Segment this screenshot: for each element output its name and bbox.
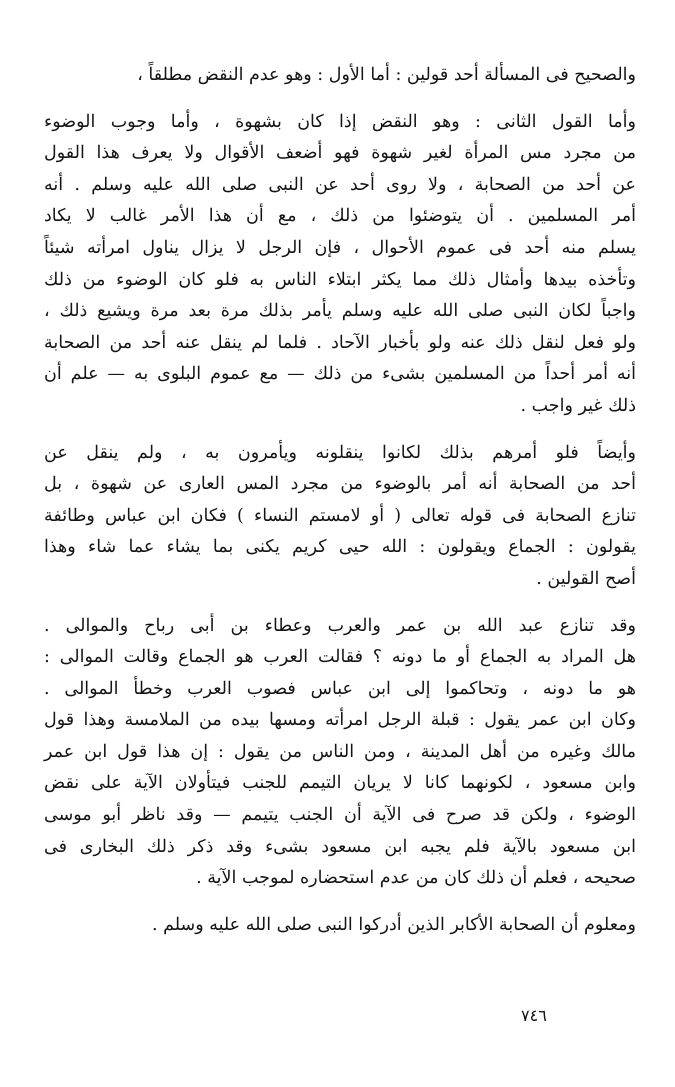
text-line: وأيضاً فلو أمرهم بذلك لكانوا ينقلونه ويأمرون به ، ولم ينقل عن bbox=[44, 442, 636, 463]
text-line: وكان ابن عمر يقول : قبلة الرجل امرأته ومسها بيده من الملامسة وهذا قول bbox=[44, 710, 636, 731]
text-line: والصحيح فى المسألة أحد قولين : أما الأول : وهو عدم النقض مطلقاً ، bbox=[137, 65, 636, 85]
paragraph-5 bbox=[44, 910, 636, 942]
paragraph-3 bbox=[44, 438, 636, 596]
text-line: ولو فعل لنقل ذلك عنه ولو بأخبار الآحاد . فلما لم ينقل عنه أحد من الصحابة bbox=[44, 332, 636, 353]
text-line: هو ما دونه ، وتحاكموا إلى ابن عباس فصوب العرب وخطأ الموالى . bbox=[44, 678, 636, 699]
text-line: وتأخذه بيدها وأمثال ذلك مما يكثر ابتلاء الناس به فلو كان الوضوء من ذلك bbox=[44, 269, 636, 290]
text-line: ابن مسعود بالآية فلم يجبه ابن مسعود بشىء وقد ذكر ذلك البخارى فى bbox=[44, 836, 636, 857]
text-line: يقولون : الجماع ويقولون : الله حيى كريم يكنى بما يشاء عما شاء وهذا bbox=[44, 537, 636, 558]
text-line: ومعلوم أن الصحابة الأكابر الذين أدركوا النبى صلى الله عليه وسلم . bbox=[151, 914, 636, 935]
paragraph-4 bbox=[44, 611, 636, 895]
paragraph-gap bbox=[44, 596, 636, 611]
text-line: الوضوء ، ولكن قد صرح فى الآية أن الجنب يتيمم — وقد ناظر أبو موسى bbox=[44, 805, 636, 826]
paragraph-gap bbox=[44, 92, 636, 107]
text-line: وقد تنازع عبد الله بن عمر والعرب وعطاء بن أبى رباح والموالى . bbox=[44, 615, 636, 636]
paragraph-1 bbox=[44, 60, 636, 92]
page-number: ٧٤٦ bbox=[521, 1006, 547, 1025]
paragraph-2 bbox=[44, 107, 636, 423]
text-line: يسلم منه أحد فى عموم الأحوال ، فإن الرجل لا يزال يناول امرأته شيئاً bbox=[44, 237, 636, 258]
text-line: وأما القول الثانى : وهو النقض إذا كان بشهوة ، وأما وجوب الوضوء bbox=[44, 111, 636, 132]
text-line: أحد من الصحابة أنه أمر بالوضوء من مجرد المس العارى عن شهوة ، بل bbox=[44, 474, 636, 495]
text-line: أنه أمر أحداً من المسلمين بشىء من ذلك — مع عموم البلوى به — علم أن bbox=[44, 364, 636, 385]
text-line: واجباً لكان النبى صلى الله عليه وسلم يأمر بذلك مرة بعد مرة ويشيع ذلك ، bbox=[44, 301, 636, 322]
text-line: مالك وغيره من أهل المدينة ، ومن الناس من يقول : إن هذا قول ابن عمر bbox=[44, 741, 636, 762]
text-line: عن أحد من الصحابة ، ولا روى أحد عن النبى صلى الله عليه وسلم . أنه bbox=[44, 174, 636, 195]
text-line: هل المراد به الجماع أو ما دونه ؟ فقالت العرب هو الجماع وقالت الموالى : bbox=[44, 647, 636, 668]
text-line: أمر المسلمين . أن يتوضئوا من ذلك ، مع أن هذا الأمر غالب لا يكاد bbox=[44, 206, 636, 227]
text-line: تنازع الصحابة فى قوله تعالى ( أو لامستم النساء ) فكان ابن عباس وطائفة bbox=[44, 505, 636, 526]
page-body bbox=[44, 60, 636, 1060]
text-line: صحيحه ، فعلم أن ذلك كان من عدم استحضاره لموجب الآية . bbox=[196, 868, 636, 889]
text-line: أصح القولين . bbox=[536, 568, 636, 589]
text-line: وابن مسعود ، لكونهما كانا لا يريان التيمم للجنب فيتأولان الآية على نقض bbox=[44, 773, 636, 794]
text-line: ذلك غير واجب . bbox=[520, 395, 636, 416]
text-line: من مجرد مس المرأة لغير شهوة فهو أضعف الأقوال ولا يعرف هذا القول bbox=[44, 143, 636, 164]
paragraph-gap bbox=[44, 423, 636, 438]
paragraph-gap bbox=[44, 895, 636, 910]
